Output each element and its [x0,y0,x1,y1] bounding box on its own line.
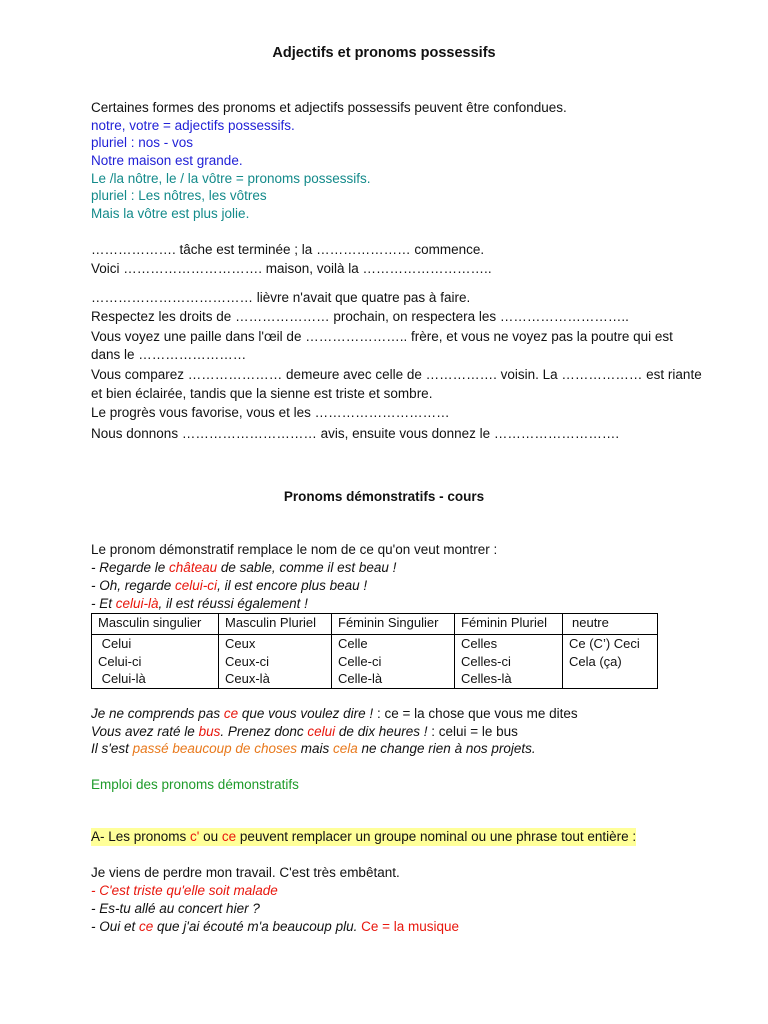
cell-line: Ceux [225,636,256,651]
exercise-1-line-2: Voici …………………………. maison, voilà la ……………………….. [91,261,492,276]
demonstratives-table [91,613,658,689]
final-line-3: - Es-tu allé au concert hier ? [91,901,260,916]
intro-line-3: pluriel : nos - vos [91,135,194,150]
exercise-2-line-2: Respectez les droits de ………………… prochain, on respectera les ……………………….. [91,309,629,324]
cell-line: Ce (C’) Ceci [569,636,640,651]
title-demonstratifs: Pronoms démonstratifs - cours [283,489,485,504]
exercise-2-line-6: et bien éclairée, tandis que la sienne est triste et sombre. [91,386,433,401]
cell-line: Ceux-ci [225,653,270,669]
exercise-2-line-7: Le progrès vous favorise, vous et les ………………………… [91,405,450,420]
table-cell [563,635,658,689]
example-line-1: Je ne comprends pas ce que vous voulez dire ! : ce = la chose que vous me dites [91,706,578,721]
demo-intro-line-1: Le pronom démonstratif remplace le nom de ce qu'on veut montrer : [91,542,498,557]
demo-intro-line-3: - Oh, regarde celui-ci, il est encore plus beau ! [91,578,368,593]
example-line-2: Vous avez raté le bus. Prenez donc celui de dix heures ! : celui = le bus [91,724,518,739]
final-line-4: - Oui et ce que j'ai écouté m'a beaucoup plu. Ce = la musique [91,919,460,934]
intro-line-4: Notre maison est grande. [91,153,243,168]
exercise-2-line-1: ……………………………… lièvre n'avait que quatre pas à faire. [91,290,471,305]
title-possessifs: Adjectifs et pronoms possessifs [272,45,496,61]
exercise-2-line-4: dans le …………………… [91,347,247,362]
table-header-cell: Masculin Pluriel [219,614,332,635]
table-header-cell: Masculin singulier [92,614,219,635]
table-header-cell: neutre [563,614,658,635]
exercise-1-line-1: ………………. tâche est terminée ; la ………………… commence. [91,242,485,257]
emploi-heading: Emploi des pronoms démonstratifs [91,777,299,792]
exercise-2-line-5: Vous comparez ………………… demeure avec celle de ……………. voisin. La ……………… est riante [91,367,702,382]
section-a-heading: A- Les pronoms c' ou ce peuvent remplacer un groupe nominal ou une phrase tout entière : [91,829,637,844]
cell-line: Celui [98,636,132,651]
exercise-2-line-8: Nous donnons ………………………… avis, ensuite vous donnez le ………………………. [91,426,620,441]
intro-line-7: Mais la vôtre est plus jolie. [91,206,250,221]
cell-line: Celles-ci [461,653,511,669]
table-row [92,635,658,689]
intro-line-1: Certaines formes des pronoms et adjectifs possessifs peuvent être confondues. [91,100,567,115]
cell-line: Celles-là [461,671,512,686]
intro-line-6: pluriel : Les nôtres, les vôtres [91,188,267,203]
cell-line: Celle-là [338,671,383,686]
table-cell [332,635,455,689]
cell-line: Celui-ci [98,653,142,669]
intro-line-2: notre, votre = adjectifs possessifs. [91,118,295,133]
table-header-row [92,614,658,635]
cell-line: Cela (ça) [569,653,622,669]
table-header-cell: Féminin Singulier [332,614,455,635]
intro-line-5: Le /la nôtre, le / la vôtre = pronoms possessifs. [91,171,371,186]
demo-intro-line-2: - Regarde le château de sable, comme il est beau ! [91,560,397,575]
cell-line: Celui-là [98,671,146,686]
cell-line: Celles [461,636,498,651]
table-cell [92,635,219,689]
final-line-1: Je viens de perdre mon travail. C'est très embêtant. [91,865,400,880]
cell-line: Ceux-là [225,671,270,686]
demo-intro-line-4: - Et celui-là, il est réussi également ! [91,596,308,611]
table-header-cell: Féminin Pluriel [455,614,563,635]
table-cell [455,635,563,689]
cell-line: Celle-ci [338,653,382,669]
example-line-3: Il s'est passé beaucoup de choses mais cela ne change rien à nos projets. [91,741,536,756]
table-cell [219,635,332,689]
exercise-2-line-3: Vous voyez une paille dans l'œil de ………………….. frère, et vous ne voyez pas la poutre qui est [91,329,673,344]
final-line-2: - C'est triste qu'elle soit malade [91,883,278,898]
cell-line: Celle [338,636,368,651]
